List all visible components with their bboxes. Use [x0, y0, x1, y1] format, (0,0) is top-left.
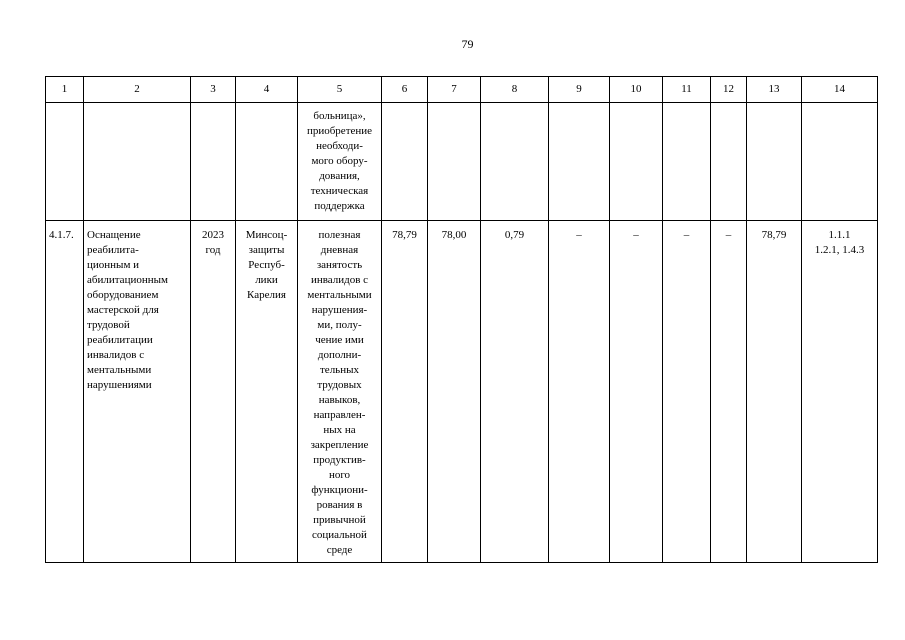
table-cell [802, 103, 878, 221]
responsible-body: Минсоц- защиты Респуб- лики Карелия [236, 221, 298, 563]
table-cell [747, 103, 802, 221]
table-cell [428, 103, 481, 221]
table-cell [549, 103, 610, 221]
budget-table [45, 76, 878, 563]
column-header-14: 14 [802, 77, 878, 103]
value-col-10: – [610, 221, 663, 563]
table-cell [610, 103, 663, 221]
column-header-12: 12 [711, 77, 747, 103]
value-col-13: 78,79 [747, 221, 802, 563]
column-header-1: 1 [46, 77, 84, 103]
table-row [46, 221, 878, 563]
column-header-2: 2 [84, 77, 191, 103]
value-col-9: – [549, 221, 610, 563]
value-col-8: 0,79 [481, 221, 549, 563]
year: 2023 год [191, 221, 236, 563]
value-col-11: – [663, 221, 711, 563]
table-cell [663, 103, 711, 221]
column-header-8: 8 [481, 77, 549, 103]
table-cell [236, 103, 298, 221]
table-cell [191, 103, 236, 221]
table-cell [711, 103, 747, 221]
column-header-13: 13 [747, 77, 802, 103]
value-col-7: 78,00 [428, 221, 481, 563]
value-col-6: 78,79 [382, 221, 428, 563]
column-header-5: 5 [298, 77, 382, 103]
indicator-refs: 1.1.1 1.2.1, 1.4.3 [802, 221, 878, 563]
column-header-4: 4 [236, 77, 298, 103]
result-description: полезная дневная занятость инвалидов с ментальными нарушения- ми, полу- чение ими дополни- тельных трудовых навыков, направлен- ных на закрепление продуктив- ного функциони- рования в привычной социальной среде [298, 221, 382, 563]
table-cell [382, 103, 428, 221]
column-header-3: 3 [191, 77, 236, 103]
measure-name: Оснащение реабилита- ционным и абилитационным оборудованием мастерской для трудовой реабилитации инвалидов с ментальными нарушениями [84, 221, 191, 563]
item-number: 4.1.7. [46, 221, 84, 563]
table-header-row [46, 77, 878, 103]
table-row-continuation [46, 103, 878, 221]
column-header-7: 7 [428, 77, 481, 103]
column-header-9: 9 [549, 77, 610, 103]
table-cell [46, 103, 84, 221]
column-header-6: 6 [382, 77, 428, 103]
column-header-11: 11 [663, 77, 711, 103]
column-header-10: 10 [610, 77, 663, 103]
table-cell [481, 103, 549, 221]
page-number: 79 [461, 37, 474, 51]
value-col-12: – [711, 221, 747, 563]
result-description-continuation: больница», приобретение необходи- мого обору- дования, техническая поддержка [298, 103, 382, 221]
table-cell [84, 103, 191, 221]
